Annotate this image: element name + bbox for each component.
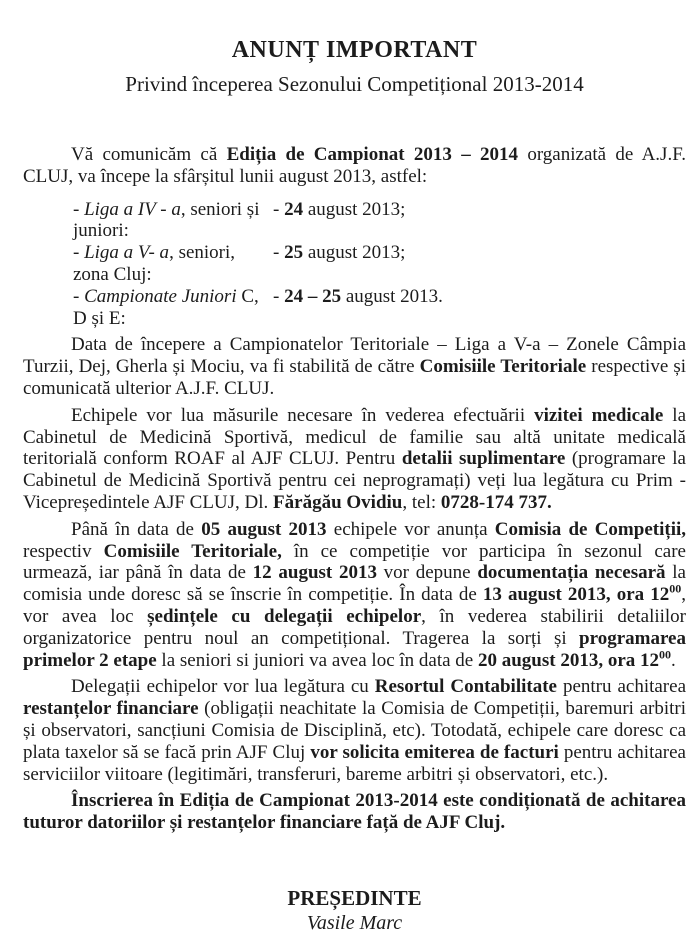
text-run: la comisia unde doresc să se înscrie în competiție. În data de — [23, 562, 686, 606]
text-run: - — [73, 198, 85, 220]
text-run: 05 august 2013 — [201, 518, 327, 540]
document-subtitle: Privind începerea Sezonului Competițional 2013-2014 — [125, 72, 584, 96]
president-heading: PREȘEDINTE — [287, 885, 422, 910]
schedule-row — [73, 286, 686, 330]
text-run: 25 — [284, 242, 304, 264]
text-run: Campionate Juniori — [84, 285, 237, 307]
text-run: (programare la Cabinetul de Medicină Sportivă pentru cei neprogramați) veți lua legătura cu Prim - Vicepreședintele AJF CLUJ, Dl. — [23, 448, 686, 513]
paragraph — [23, 790, 686, 834]
text-run: respectiv — [23, 540, 104, 562]
text-run: vizitei medicale — [534, 404, 664, 426]
text-run: 20 august 2013, ora 12 — [477, 649, 660, 671]
text-run: 12 august 2013 — [252, 562, 377, 584]
text-run: - — [73, 242, 85, 264]
text-run: august 2013. — [341, 285, 443, 307]
text-run: ședințele cu delegații echipelor — [147, 605, 422, 627]
text-run: pentru achitarea — [556, 676, 686, 698]
schedule-row — [73, 199, 686, 243]
text-run: organizată de A.J.F. CLUJ, va începe la sfârșitul lunii august 2013, astfel: — [23, 144, 686, 187]
text-run: respective și comunicată ulterior A.J.F. CLUJ. — [23, 356, 686, 399]
text-run: Resortul Contabilitate — [374, 676, 557, 698]
schedule-row — [73, 242, 686, 286]
text-run: Liga a V- a — [84, 242, 170, 264]
text-run: Vă comunicăm că — [71, 144, 227, 165]
text-run: Echipele vor lua măsurile necesare în vederea efectuării — [71, 404, 535, 426]
text-run: restanțelor financiare — [23, 698, 199, 720]
text-run: (obligații neachitate la Comisia de Competiții, baremuri arbitri și observatori, sancțiuni Comisia de Disciplină, etc). Totodată, echipele care doresc ca plata taxelor să se facă prin AJF Cluj — [23, 698, 686, 763]
text-run: Până în data de — [71, 518, 202, 540]
text-run: , vor avea loc — [23, 584, 687, 627]
text-run: vor solicita emiterea de facturi — [310, 741, 559, 763]
text-run: , tel: — [402, 491, 441, 513]
paragraph — [23, 405, 686, 514]
text-run: la Cabinetul de Medicină Sportivă, medicul de familie sau altă unitate medicală teritorială conform ROAF al AJF CLUJ. Pentru — [23, 404, 687, 470]
text-run: , în vederea stabilirii detaliilor organizatorice pentru noul an competițional. Tragerea la sorți și — [23, 605, 687, 649]
text-run: 00 — [669, 581, 682, 596]
text-run: 13 august 2013, ora 12 — [482, 584, 670, 606]
schedule-row-label — [73, 286, 273, 330]
schedule-row-label — [73, 199, 273, 243]
text-run: august 2013; — [303, 242, 406, 264]
paragraph — [23, 144, 686, 188]
text-run: - — [273, 285, 285, 307]
text-run: 24 – 25 — [284, 285, 342, 307]
text-run: 00 — [659, 647, 672, 662]
text-run: Data de începere a Campionatelor Teritoriale – Liga a V-a – Zonele Câmpia Turzii, Dej, Gherla și Mociu, va fi stabilită de către — [23, 334, 686, 378]
document-body — [23, 144, 686, 834]
text-run: detalii suplimentare — [401, 448, 566, 470]
document-title: ANUNȚ IMPORTANT — [231, 37, 478, 63]
schedule-row-date — [273, 199, 405, 243]
text-run: Fărăgău Ovidiu — [273, 491, 403, 513]
text-run: Comisiile Teritoriale, — [103, 540, 282, 562]
text-run: Comisia de Competiții, — [494, 518, 687, 540]
text-run: la seniori si juniori va avea loc în data de — [156, 649, 478, 671]
schedule-row-date — [273, 286, 443, 330]
text-run: Înscrierea în Ediția de Campionat 2013-2014 este condiționată de achitarea tuturor datoriilor și restanțelor financiare față de AJF Cluj. — [23, 790, 686, 834]
text-run: Delegații echipelor vor lua legătura cu — [71, 676, 375, 698]
text-run: . — [671, 649, 676, 671]
text-run: august 2013; — [303, 198, 406, 220]
text-run: 24 — [284, 198, 304, 220]
text-run: - — [73, 285, 85, 307]
league-start-schedule — [73, 199, 686, 330]
text-run: documentația necesară — [477, 562, 666, 584]
text-run: echipele vor anunța — [326, 518, 495, 540]
text-run: - — [273, 198, 285, 220]
signature-block — [23, 886, 686, 935]
text-run: , seniori și juniori: — [73, 198, 260, 242]
text-run: programarea primelor 2 etape — [23, 627, 686, 671]
text-run: 0728-174 737. — [440, 491, 552, 513]
text-run: Liga a IV - a — [84, 198, 181, 220]
president-name: Vasile Marc — [306, 911, 403, 934]
text-run: Comisiile Teritoriale — [419, 356, 587, 378]
text-run: Ediția de Campionat 2013 – 2014 — [226, 144, 519, 165]
text-run: C, D și E: — [73, 285, 259, 329]
text-run: vor depune — [376, 562, 478, 584]
text-run: pentru achitarea serviciilor viitoare (legitimări, transferuri, bareme arbitri și observatori, etc.). — [23, 741, 686, 785]
schedule-row-date — [273, 242, 405, 286]
text-run: , seniori, zona Cluj: — [73, 242, 236, 285]
paragraph — [23, 334, 686, 399]
text-run: - — [273, 242, 285, 264]
paragraph — [23, 676, 686, 785]
text-run: în ce competiție vor participa în sezonul care urmează, iar până în data de — [23, 540, 686, 584]
schedule-row-label — [73, 242, 273, 286]
paragraph — [23, 519, 686, 672]
